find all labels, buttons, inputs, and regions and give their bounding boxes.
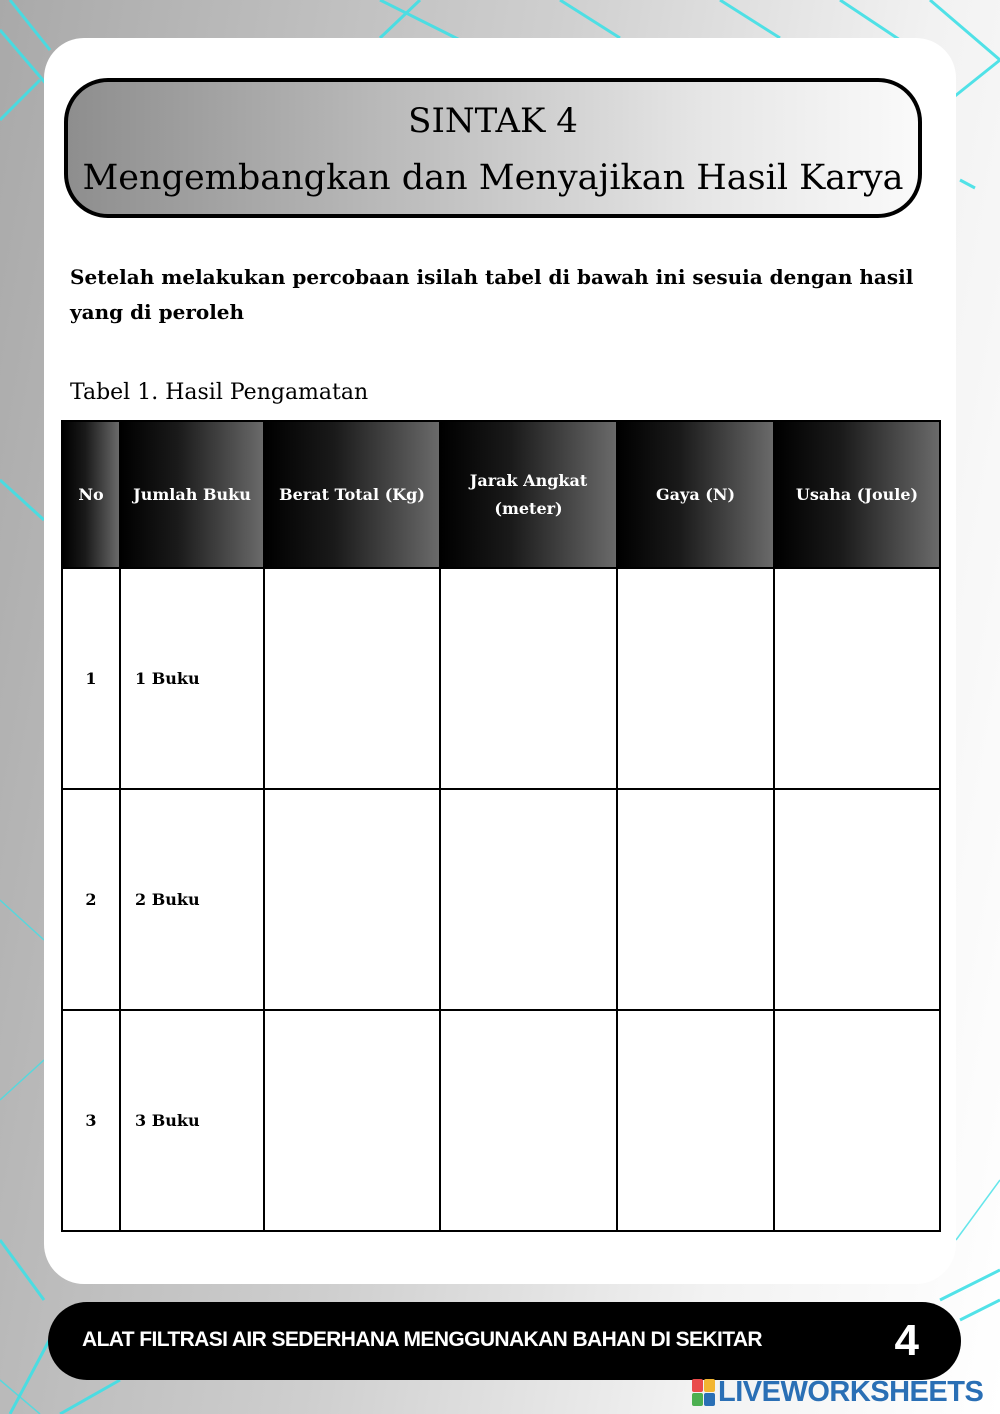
cell-jumlah-buku: 1 Buku bbox=[120, 568, 264, 789]
table-row bbox=[62, 789, 940, 1010]
observation-table bbox=[61, 420, 941, 1232]
page-subtitle: Mengembangkan dan Menyajikan Hasil Karya bbox=[82, 158, 904, 198]
cell-berat-total-input[interactable] bbox=[264, 789, 440, 1010]
cell-no: 3 bbox=[62, 1010, 120, 1231]
footer-title: ALAT FILTRASI AIR SEDERHANA MENGGUNAKAN BAHAN DI SEKITAR bbox=[82, 1328, 762, 1351]
cell-usaha-input[interactable] bbox=[774, 789, 940, 1010]
page-number: 4 bbox=[894, 1316, 919, 1365]
cell-berat-total-input[interactable] bbox=[264, 1010, 440, 1231]
cell-jumlah-buku: 2 Buku bbox=[120, 789, 264, 1010]
cell-gaya-input[interactable] bbox=[617, 568, 774, 789]
instruction-text: Setelah melakukan percobaan isilah tabel di bawah ini sesuia dengan hasil yang di peroleh bbox=[70, 265, 914, 324]
cell-gaya-input[interactable] bbox=[617, 1010, 774, 1231]
cell-no: 1 bbox=[62, 568, 120, 789]
table-header-row bbox=[62, 421, 940, 568]
column-header-jarak-angkat: Jarak Angkat (meter) bbox=[440, 421, 617, 568]
cell-jumlah-buku: 3 Buku bbox=[120, 1010, 264, 1231]
cell-usaha-input[interactable] bbox=[774, 568, 940, 789]
column-header-usaha: Usaha (Joule) bbox=[774, 421, 940, 568]
cell-jarak-angkat-input[interactable] bbox=[440, 789, 617, 1010]
column-header-gaya: Gaya (N) bbox=[617, 421, 774, 568]
table-row bbox=[62, 1010, 940, 1231]
liveworksheets-watermark bbox=[692, 1374, 983, 1410]
cell-jarak-angkat-input[interactable] bbox=[440, 1010, 617, 1231]
liveworksheets-logo-icon bbox=[692, 1379, 714, 1405]
cell-no: 2 bbox=[62, 789, 120, 1010]
footer-bar bbox=[48, 1302, 961, 1380]
cell-jarak-angkat-input[interactable] bbox=[440, 568, 617, 789]
column-header-berat-total: Berat Total (Kg) bbox=[264, 421, 440, 568]
column-header-jumlah-buku: Jumlah Buku bbox=[120, 421, 264, 568]
cell-usaha-input[interactable] bbox=[774, 1010, 940, 1231]
column-header-no: No bbox=[62, 421, 120, 568]
table-row bbox=[62, 568, 940, 789]
cell-gaya-input[interactable] bbox=[617, 789, 774, 1010]
title-banner bbox=[64, 78, 922, 218]
page-title: SINTAK 4 bbox=[408, 101, 578, 141]
table-caption: Tabel 1. Hasil Pengamatan bbox=[70, 380, 369, 405]
watermark-text: LIVEWORKSHEETS bbox=[718, 1375, 984, 1408]
cell-berat-total-input[interactable] bbox=[264, 568, 440, 789]
